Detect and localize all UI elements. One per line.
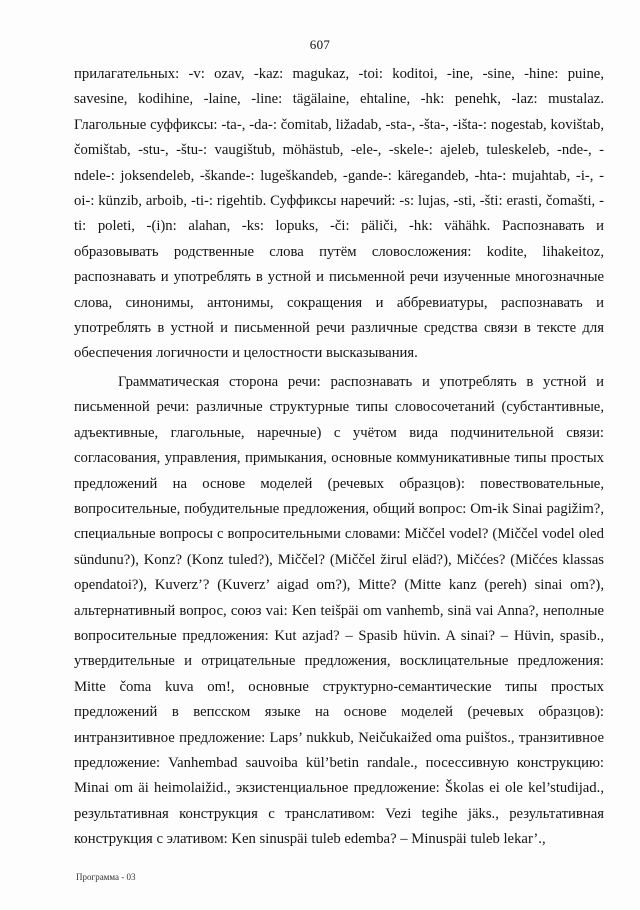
page-number: 607 bbox=[309, 37, 331, 52]
paragraph: Грамматическая сторона речи: распознавать и употреблять в устной и письменной речи: различные структурные типы словосочетаний (субстантивные, адъективные, глагольные, наречные) с учётом вида подчинительной связи: согласования, управления, примыкания, основные коммуникативные типы простых предложений на основе моделей (речевых образцов): повествовательные, вопросительные, побудительные предложения, общий вопрос: Om-ik Sinai pagižim?, специальные вопросы с вопросительными словами: Miččel vodel? (Miččel vodel oled sündunu?), Konz? (Konz tuled?), Miččel? (Miččel žirul eläd?), Mičćes? (Mičćes klassas opendatoi?), Kuverz’? (Kuverz’ aigad om?), Mitte? (Mitte kanz (pereh) sinai om?), альтернативный вопрос, союз vai: Ken teišpäi om vanhemb, sinä vai Anna?, неполные вопросительные предложения: Kut azjad? – Spasib hüvin. A sinai? – Hüvin, spasib., утвердительные и отрицательные предложения, восклицательные предложения: Mitte čoma kuva om!, основные структурно-семантические типы простых предложений в вепсском языке на основе моделей (речевых образцов): интранзитивное предложение: Laps’ nukkub, Neičukaižed oma puištos., транзитивное предложение: Vanhembad sauvoiba kül’betin randale., посессивную конструкцию: Minai om äi heimolaižid., экзистенциальное предложение: Školas ei ole kel’studijad., результативная конструкция с транслативом: Vezi tegihe jäks., результативная конструкция с элативом: Ken sinuspäi tuleb edemba? – Minuspäi tuleb lekar’., bbox=[74, 373, 604, 848]
footer-label: Программа - 03 bbox=[76, 872, 136, 882]
paragraph: прилагательных: -v: ozav, -kaz: magukaz, -toi: koditoi, -ine, -sine, -hine: puine, savesine, kodihine, -laine, -line: tägälaine, ehtaline, -hk: penehk, -laz: mustalaz. Глагольные суффиксы: -ta-, -da-: čomitab, ližadab, -sta-, -šta-, -išta-: nogestab, kovištab, čomištab, -stu-, -štu-: vaugištub, möhästub, -ele-, -skele-: ajeleb, tuleskeleb, -nde-, -ndele-: joksendeleb, -škande-: lugeškandeb, -gande-: käregandeb, -hta-: mujahtab, -i-, -oi-: künzib, arboib, -ti-: rigehtib. Суффиксы наречий: -s: lujas, -sti, -šti: erasti, čomašti, -ti: poleti, -(i)n: alahan, -ks: lopuks, -či: päliči, -hk: vähähk. Распознавать и образовывать родственные слова путём словосложения: kodite, lihakeitoz, распознавать и употреблять в устной и письменной речи изученные многозначные слова, синонимы, антонимы, сокращения и аббревиатуры, распознавать и употреблять в устной и письменной речи различные средства связи в тексте для обеспечения логичности и целостности высказывания. bbox=[74, 66, 604, 362]
body-text bbox=[74, 62, 604, 853]
